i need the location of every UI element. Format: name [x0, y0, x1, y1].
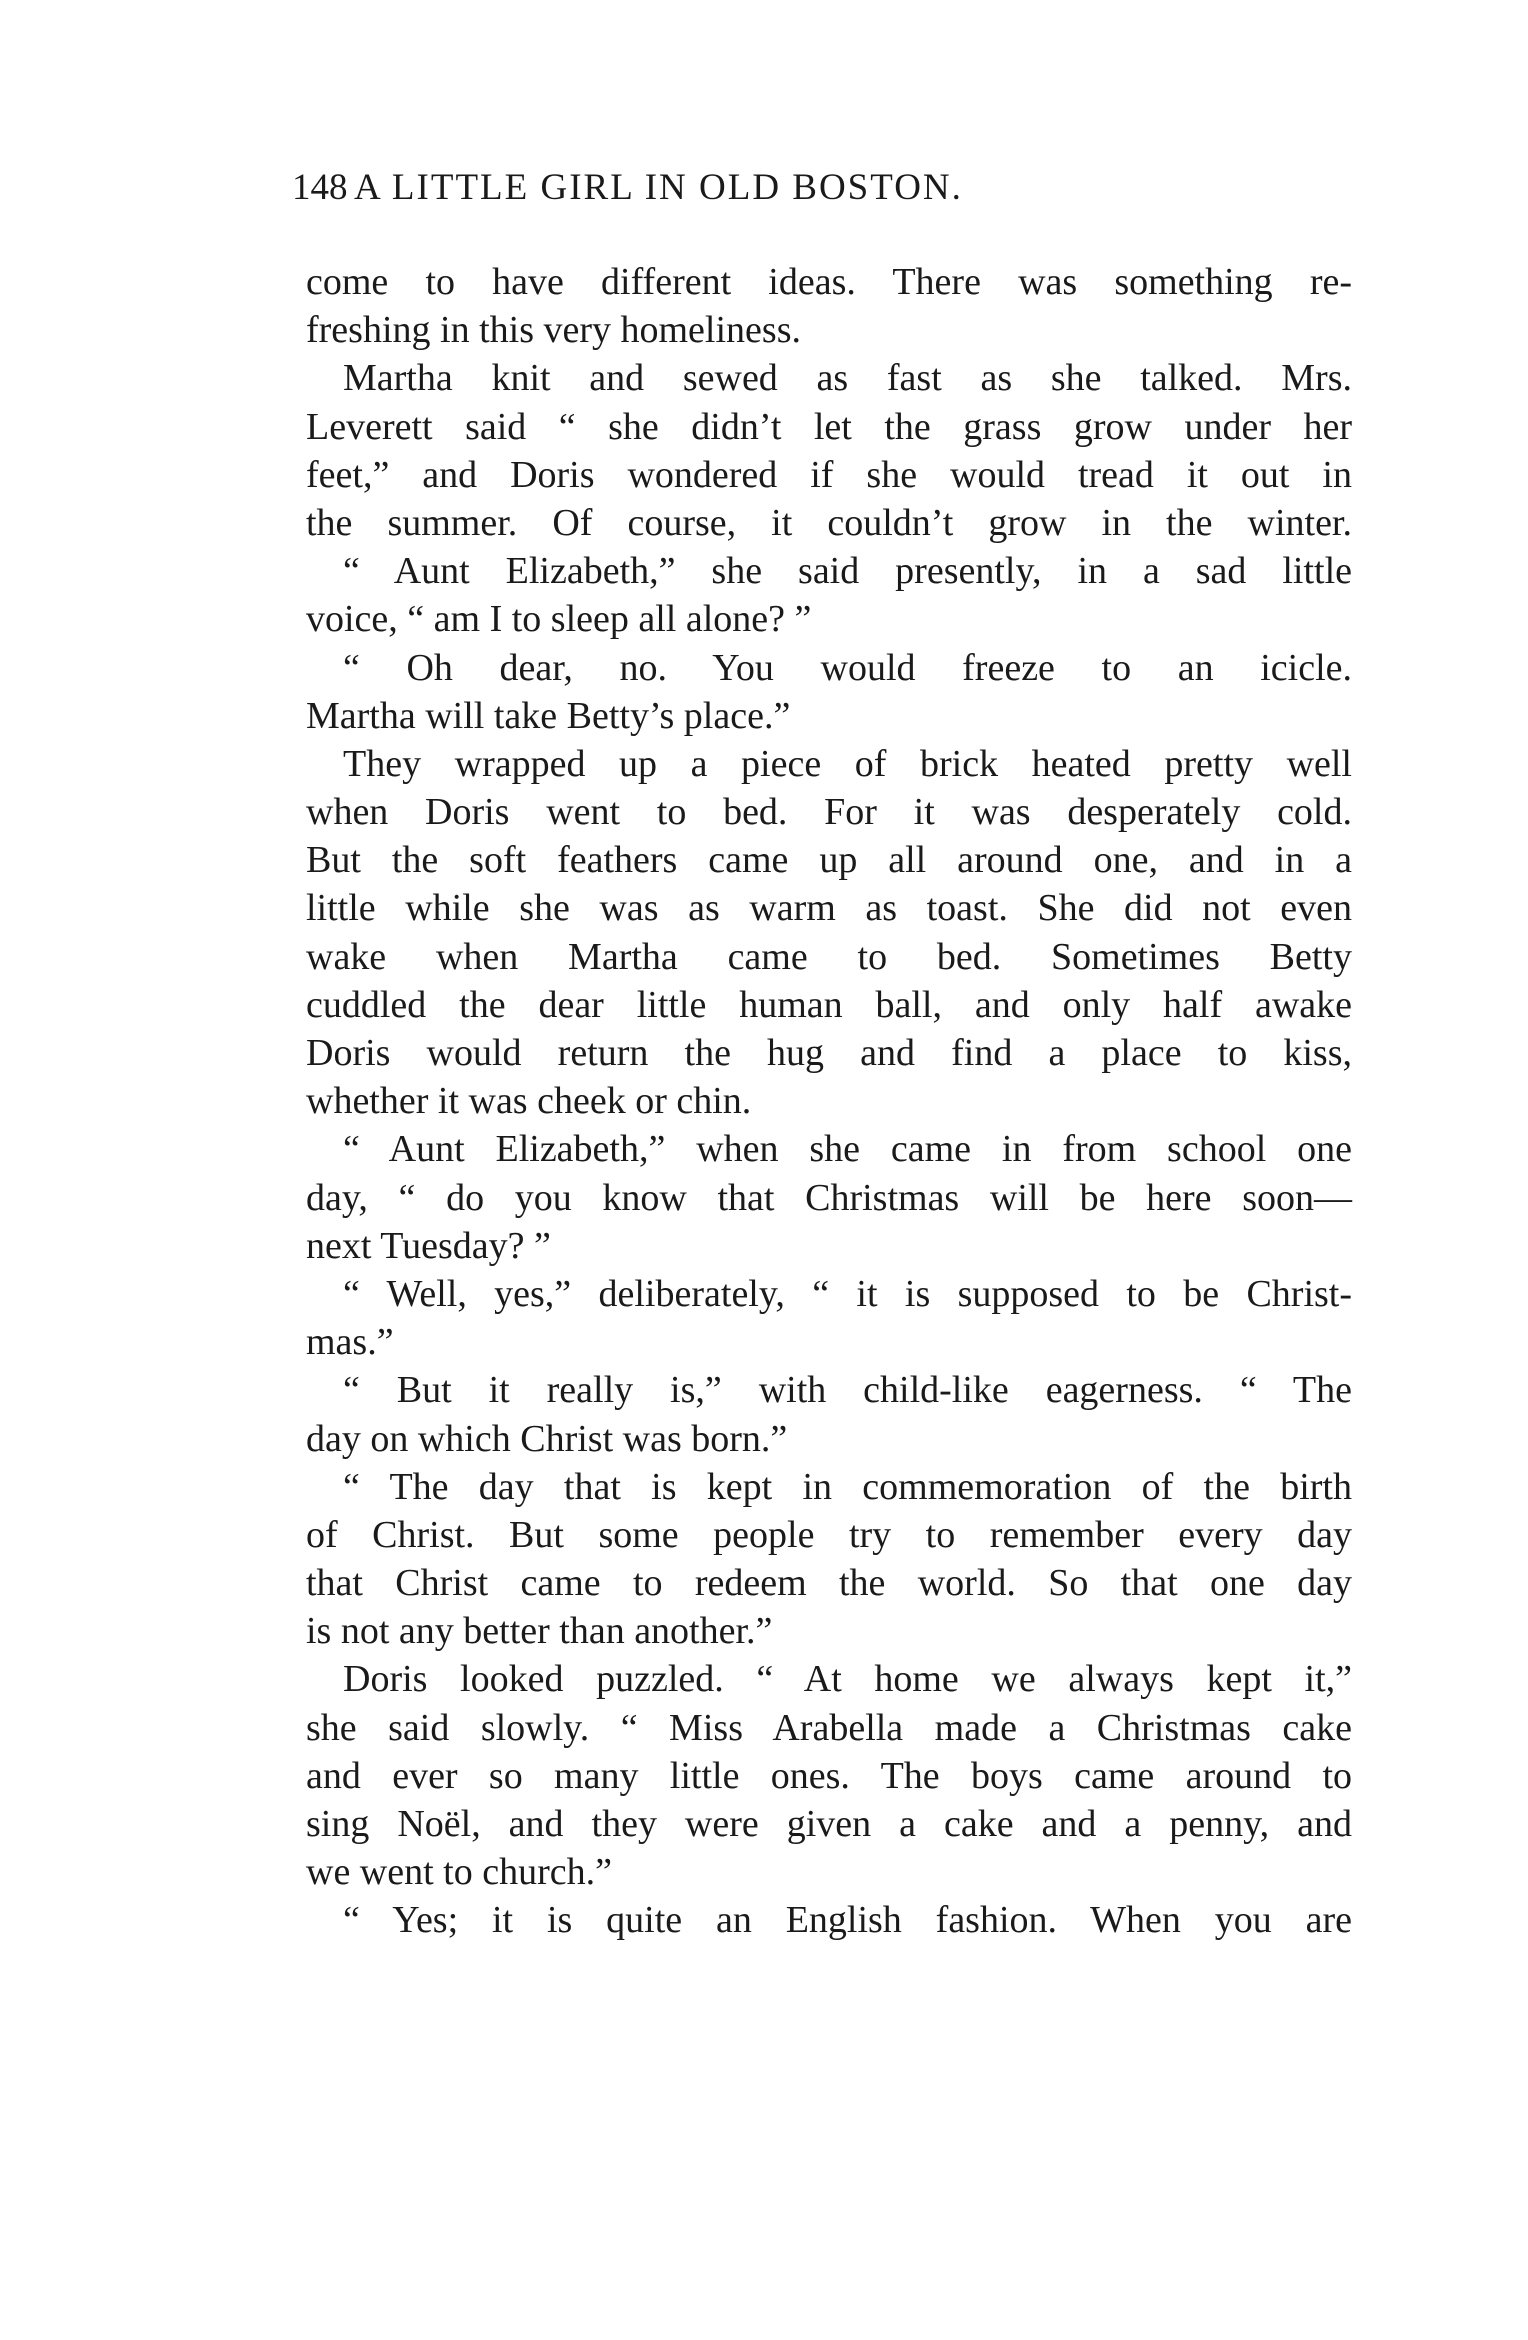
text-line-content: “ Aunt Elizabeth,” she said presently, in a sad little	[343, 550, 1352, 593]
text-line-content: the summer. Of course, it couldn’t grow in the winter.	[306, 501, 1352, 544]
text-line-content: Martha will take Betty’s place.”	[306, 694, 791, 737]
text-line-content: she said slowly. “ Miss Arabella made a Christmas cake	[306, 1706, 1352, 1749]
text-line-content: next Tuesday? ”	[306, 1224, 551, 1267]
text-line-content: cuddled the dear little human ball, and only half awake	[306, 983, 1352, 1026]
text-line	[306, 499, 1352, 547]
text-line	[306, 644, 1352, 692]
text-line	[306, 403, 1352, 451]
running-title: A LITTLE GIRL IN OLD BOSTON.	[354, 167, 963, 208]
text-line-content: But the soft feathers came up all around one, and in a	[306, 839, 1352, 882]
text-line	[306, 258, 1352, 306]
text-line	[306, 1896, 1352, 1944]
text-line	[306, 1655, 1352, 1703]
text-line-content: “ Oh dear, no. You would freeze to an icicle.	[343, 646, 1352, 689]
text-line-content: whether it was cheek or chin.	[306, 1080, 752, 1123]
running-header	[292, 166, 1352, 209]
text-line	[306, 1366, 1352, 1414]
text-line	[306, 1029, 1352, 1077]
text-line	[306, 981, 1352, 1029]
text-line	[306, 354, 1352, 402]
page-number: 148	[292, 167, 348, 208]
text-line	[306, 692, 1352, 740]
text-line-content: little while she was as warm as toast. She did not even	[306, 887, 1352, 930]
text-line	[306, 1318, 1352, 1366]
text-line-content: Leverett said “ she didn’t let the grass grow under her	[306, 405, 1352, 448]
text-line	[306, 740, 1352, 788]
text-line-content: day on which Christ was born.”	[306, 1417, 788, 1460]
text-line-content: freshing in this very homeliness.	[306, 309, 801, 352]
body-text	[306, 258, 1352, 1945]
text-line	[306, 933, 1352, 981]
text-line-content: They wrapped up a piece of brick heated pretty well	[343, 742, 1352, 785]
text-line	[306, 1463, 1352, 1511]
text-line	[306, 836, 1352, 884]
text-line	[306, 1415, 1352, 1463]
text-line	[306, 884, 1352, 932]
text-line-content: Doris looked puzzled. “ At home we always kept it,”	[343, 1658, 1352, 1701]
text-line-content: “ Yes; it is quite an English fashion. When you are	[343, 1899, 1352, 1942]
text-line-content: feet,” and Doris wondered if she would tread it out in	[306, 453, 1352, 496]
text-line-content: wake when Martha came to bed. Sometimes Betty	[306, 935, 1352, 978]
text-line	[306, 1174, 1352, 1222]
text-line-content: we went to church.”	[306, 1851, 612, 1894]
text-line-content: sing Noël, and they were given a cake and a penny, and	[306, 1803, 1352, 1845]
text-line-content: “ But it really is,” with child-like eagerness. “ The	[343, 1369, 1352, 1412]
text-line	[306, 547, 1352, 595]
text-line	[306, 306, 1352, 354]
text-line-content: “ The day that is kept in commemoration of the birth	[343, 1465, 1352, 1508]
text-line-content: come to have different ideas. There was something re-	[306, 261, 1352, 303]
text-line-content: Doris would return the hug and find a place to kiss,	[306, 1032, 1352, 1074]
text-line-content: mas.”	[306, 1321, 394, 1364]
text-line	[306, 1077, 1352, 1125]
text-line-content: Martha knit and sewed as fast as she talked. Mrs.	[343, 357, 1352, 400]
text-line	[306, 1800, 1352, 1848]
text-line	[306, 1848, 1352, 1896]
text-line	[306, 1511, 1352, 1559]
text-line	[306, 788, 1352, 836]
text-line	[306, 1752, 1352, 1800]
text-line-content: that Christ came to redeem the world. So that one day	[306, 1562, 1352, 1605]
text-line-content: of Christ. But some people try to remember every day	[306, 1513, 1352, 1556]
text-line	[306, 1559, 1352, 1607]
text-line-content: and ever so many little ones. The boys came around to	[306, 1754, 1352, 1797]
text-line	[306, 1607, 1352, 1655]
text-line	[306, 1125, 1352, 1173]
text-line-content: when Doris went to bed. For it was desperately cold.	[306, 791, 1352, 834]
text-line-content: day, “ do you know that Christmas will be here soon—	[306, 1176, 1352, 1219]
text-line-content: is not any better than another.”	[306, 1610, 773, 1653]
text-line-content: “ Aunt Elizabeth,” when she came in from school one	[343, 1128, 1352, 1171]
text-line	[306, 1704, 1352, 1752]
text-line	[306, 1270, 1352, 1318]
text-line-content: “ Well, yes,” deliberately, “ it is supposed to be Christ-	[343, 1272, 1352, 1315]
text-line	[306, 595, 1352, 643]
text-line	[306, 451, 1352, 499]
text-line	[306, 1222, 1352, 1270]
text-line-content: voice, “ am I to sleep all alone? ”	[306, 598, 812, 641]
